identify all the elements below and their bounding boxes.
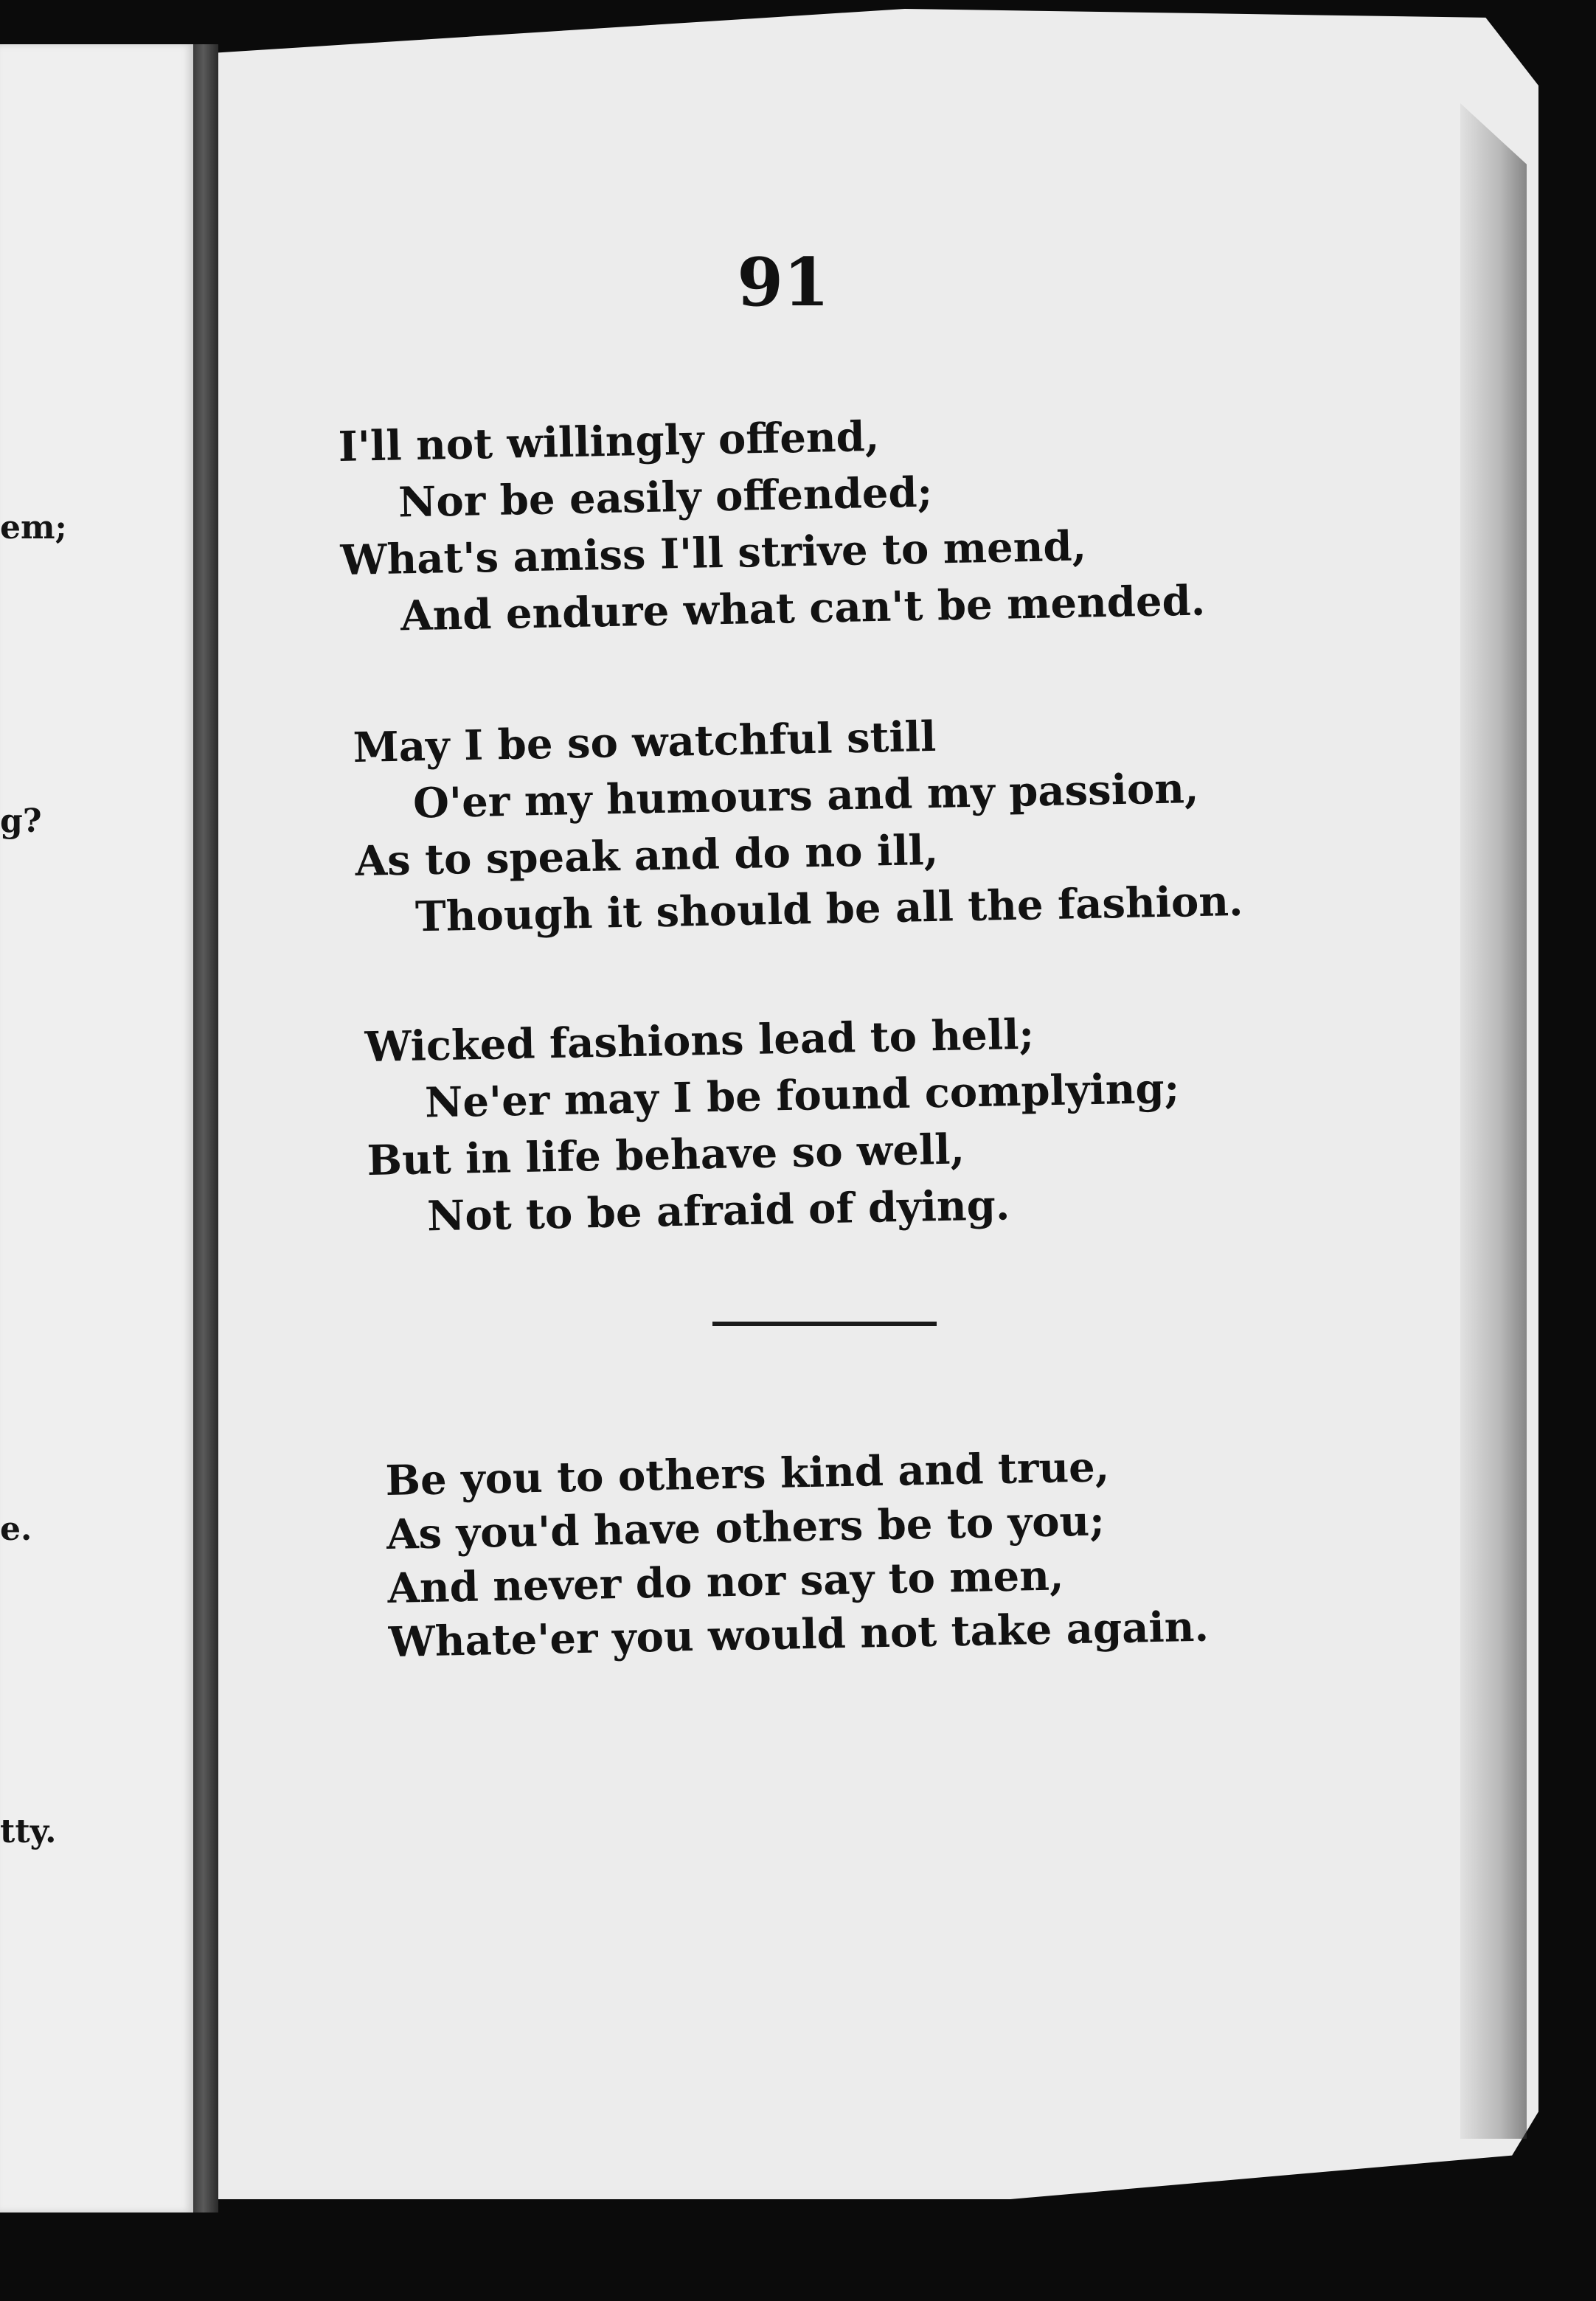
poem-line: But in life behave so well,: [367, 1125, 965, 1185]
stanza-1: [338, 403, 1206, 646]
stanza-3: [364, 1004, 1182, 1246]
poem-line: May I be so watchful still: [353, 712, 937, 772]
left-page-fragment: em;: [0, 509, 67, 546]
left-page-fragment: tty.: [0, 1813, 57, 1850]
poem-line: Ne'er may I be found complying;: [424, 1063, 1180, 1128]
poem-line: I'll not willingly offend,: [338, 412, 880, 471]
poem-line: Not to be afraid of dying.: [426, 1181, 1010, 1241]
left-page-fragment: g?: [0, 802, 42, 840]
poem-line: Wicked fashions lead to hell;: [364, 1010, 1035, 1072]
poem-line: Nor be easily offended;: [398, 468, 933, 527]
section-divider: [712, 1322, 937, 1326]
poem-line: O'er my humours and my passion,: [412, 763, 1200, 828]
stanza-4: [385, 1439, 1210, 1670]
poem-line: Whate'er you would not take again.: [388, 1602, 1210, 1667]
page-edge: [1460, 103, 1527, 2139]
stanza-2: [353, 703, 1243, 947]
poem-line: And never do nor say to men,: [386, 1551, 1065, 1613]
page-number: 91: [737, 243, 830, 322]
page-number-container: [0, 243, 1596, 322]
poem-line: And endure what can't be mended.: [400, 576, 1206, 641]
book-gutter: [193, 44, 218, 2212]
left-page-fragment: e.: [0, 1510, 32, 1548]
poem-line: Though it should be all the fashion.: [414, 876, 1244, 942]
left-page: [0, 44, 193, 2212]
poem-line: What's amiss I'll strive to mend,: [340, 521, 1087, 585]
poem-line: As to speak and do no ill,: [355, 825, 939, 886]
poem-line: Be you to others kind and true,: [385, 1443, 1110, 1505]
poem-line: As you'd have others be to you;: [386, 1496, 1106, 1559]
